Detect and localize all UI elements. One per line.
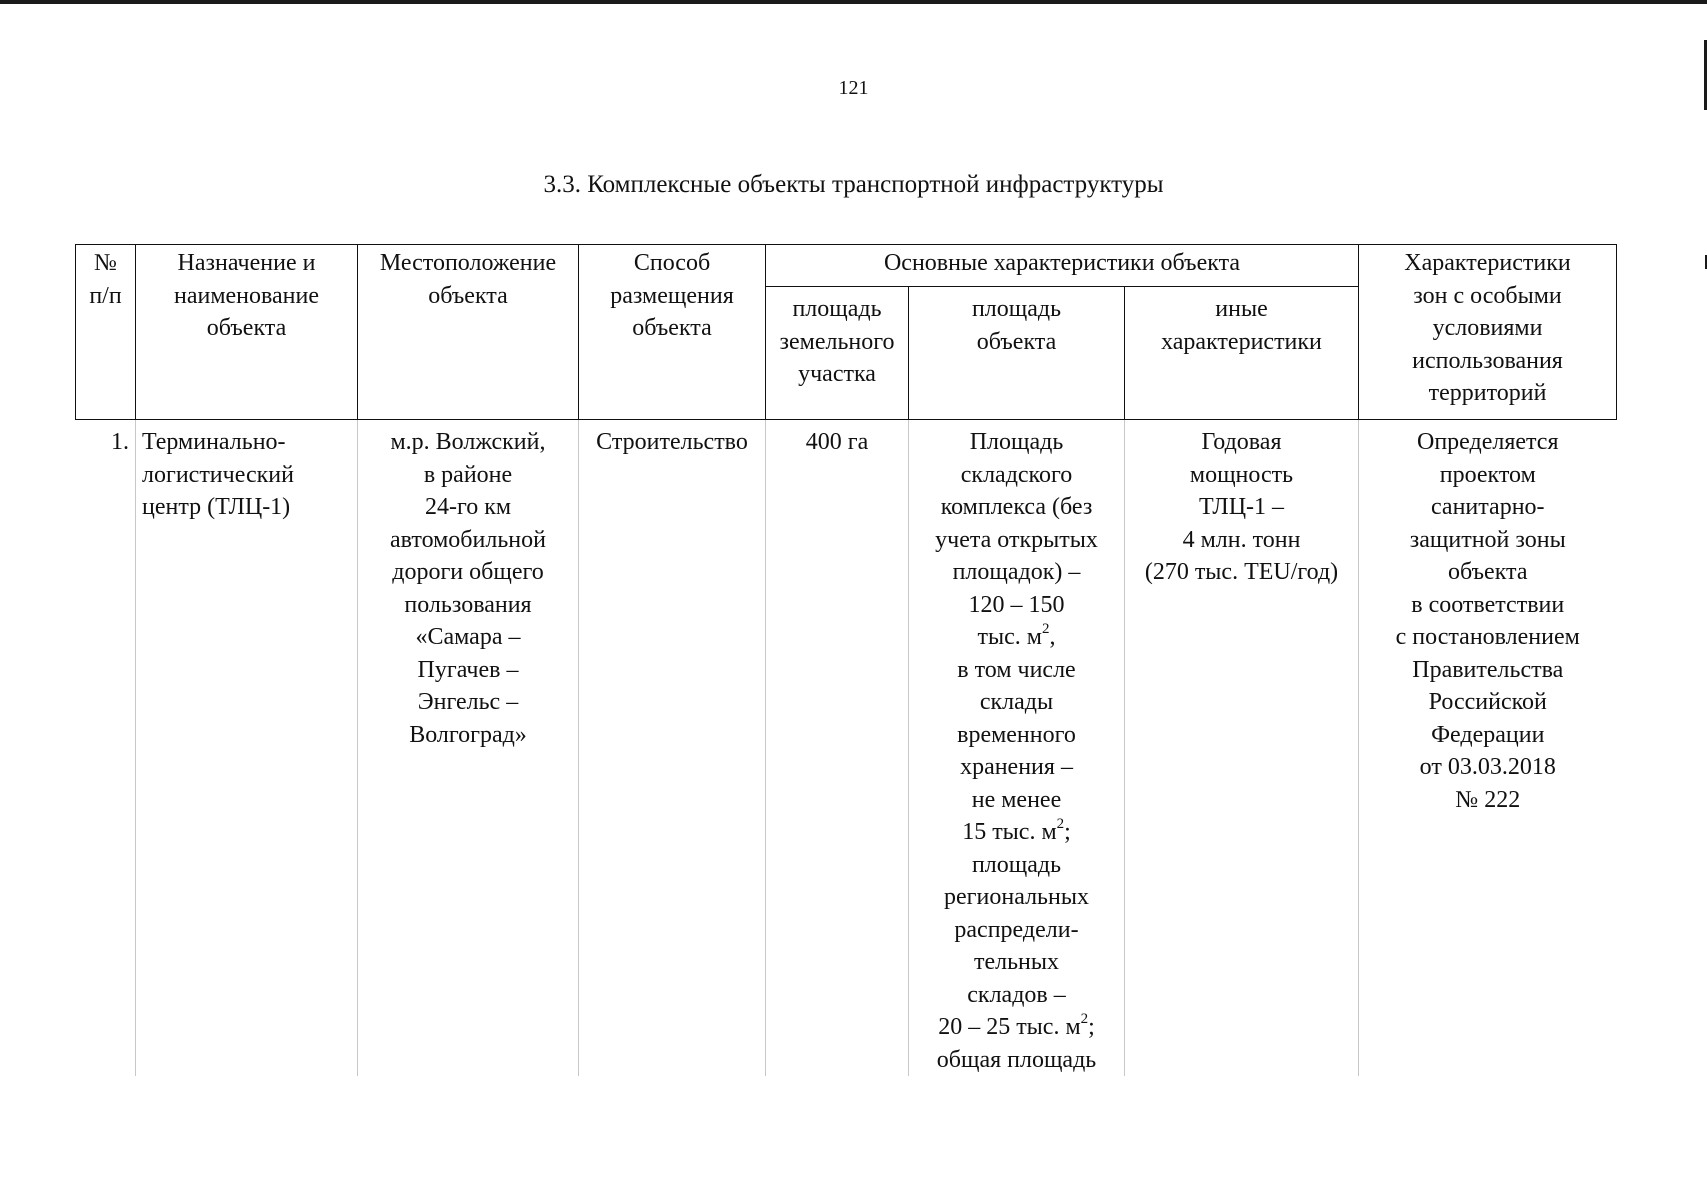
page-number: 121 — [838, 77, 869, 99]
objects-table — [75, 244, 1617, 1076]
header-main-characteristics: Основные характеристики объекта — [766, 245, 1359, 287]
scan-edge-top — [0, 0, 1707, 4]
header-object-area: площадь объекта — [909, 287, 1125, 420]
header-location: Местоположение объекта — [358, 245, 579, 420]
row-other: Годовая мощность ТЛЦ-1 – 4 млн. тонн (270 тыс. TEU/год) — [1125, 420, 1359, 1077]
row-number: 1. — [76, 420, 136, 1077]
row-object-area: Площадь складского комплекса (без учета открытых площадок) – 120 – 150 тыс. $м^2$, в том числе склады временного хранения – не менее 15 тыс. $м^2$; площадь региональных распредели- тельных складов – 20 – 25 тыс. $м^2$; общая площадь — [909, 420, 1125, 1077]
table-row — [76, 420, 1617, 1077]
row-zones: Определяется проектом санитарно- защитной зоны объекта в соответствии с постановлением Правительства Российской Федерации от 03.03.2018 № 222 — [1359, 420, 1617, 1077]
header-other: иные характеристики — [1125, 287, 1359, 420]
header-method: Способ размещения объекта — [579, 245, 766, 420]
header-land-area: площадь земельного участка — [766, 287, 909, 420]
row-location: м.р. Волжский, в районе 24-го км автомобильной дороги общего пользования «Самара – Пугачев – Энгельс – Волгоград» — [358, 420, 579, 1077]
row-land-area: 400 га — [766, 420, 909, 1077]
section-title: 3.3. Комплексные объекты транспортной инфраструктуры — [543, 171, 1164, 198]
header-zones: Характеристики зон с особыми условиями использования территорий — [1359, 245, 1617, 420]
header-name: Назначение и наименование объекта — [136, 245, 358, 420]
row-name: Терминально- логистический центр (ТЛЦ-1) — [136, 420, 358, 1077]
row-method: Строительство — [579, 420, 766, 1077]
header-num: № п/п — [76, 245, 136, 420]
